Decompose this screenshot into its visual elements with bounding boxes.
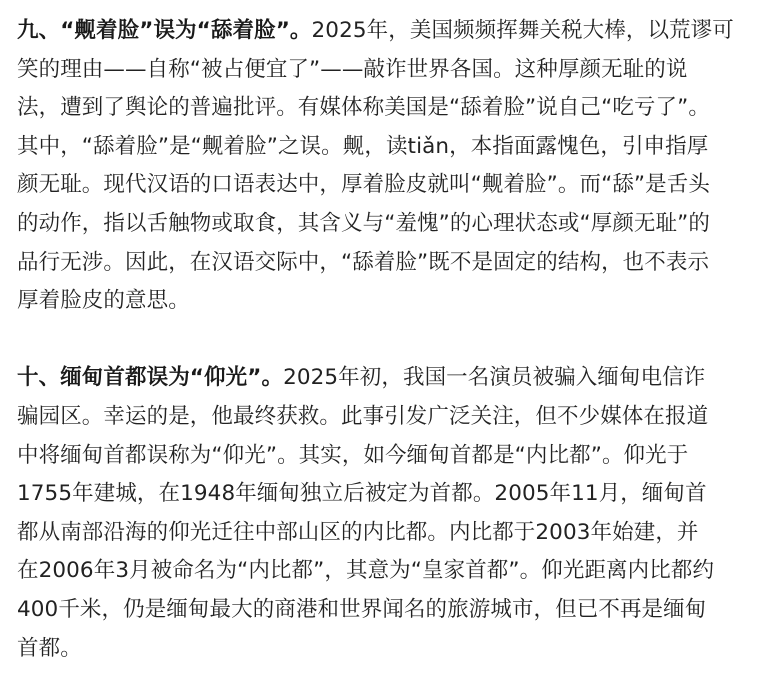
paragraph-text: 2025年初，我国一名演员被骗入缅甸电信诈 bbox=[283, 365, 706, 391]
article-body bbox=[17, 12, 757, 668]
text-line: 法，遭到了舆论的普遍批评。有媒体称美国是“舔着脸”说自己“吃亏了”。 bbox=[17, 95, 710, 121]
text-line: 的动作，指以舌触物或取食，其含义与“羞愧”的心理状态或“厚颜无耻”的 bbox=[17, 210, 710, 236]
paragraph-heading: 十、缅甸首都误为“仰光”。 bbox=[17, 365, 284, 391]
text-line: 骗园区。幸运的是，他最终获救。此事引发广泛关注，但不少媒体在报道 bbox=[17, 403, 709, 429]
text-line: 品行无涉。因此，在汉语交际中，“舔着脸”既不是固定的结构，也不表示 bbox=[17, 249, 710, 275]
text-line: 400千米，仍是缅甸最大的商港和世界闻名的旅游城市，但已不再是缅甸 bbox=[17, 596, 707, 622]
text-line: 其中，“舔着脸”是“觍着脸”之误。觍，读tiǎn，本指面露愧色，引申指厚 bbox=[17, 133, 709, 159]
text-line: 颜无耻。现代汉语的口语表达中，厚着脸皮就叫“觍着脸”。而“舔”是舌头 bbox=[17, 172, 710, 198]
paragraph-item-10 bbox=[17, 359, 757, 668]
text-line: 1755年建城，在1948年缅甸独立后被定为首都。2005年11月，缅甸首 bbox=[17, 481, 707, 507]
text-line bbox=[17, 12, 757, 51]
text-line: 笑的理由——自称“被占便宜了”——敲诈世界各国。这种厚颜无耻的说 bbox=[17, 56, 688, 82]
text-line bbox=[17, 359, 757, 398]
text-line: 都从南部沿海的仰光迁往中部山区的内比都。内比都于2003年始建，并 bbox=[17, 519, 699, 545]
text-line: 首都。 bbox=[17, 635, 82, 661]
text-line: 厚着脸皮的意思。 bbox=[17, 288, 190, 314]
text-line: 中将缅甸首都误称为“仰光”。其实，如今缅甸首都是“内比都”。仰光于 bbox=[17, 442, 689, 468]
paragraph-text: 2025年，美国频频挥舞关税大棒，以荒谬可 bbox=[311, 18, 734, 43]
paragraph-heading: 九、“觍着脸”误为“舔着脸”。 bbox=[17, 18, 312, 43]
text-line: 在2006年3月被命名为“内比都”，其意为“皇家首都”。仰光距离内比都约 bbox=[17, 558, 715, 584]
paragraph-item-9 bbox=[17, 12, 757, 321]
